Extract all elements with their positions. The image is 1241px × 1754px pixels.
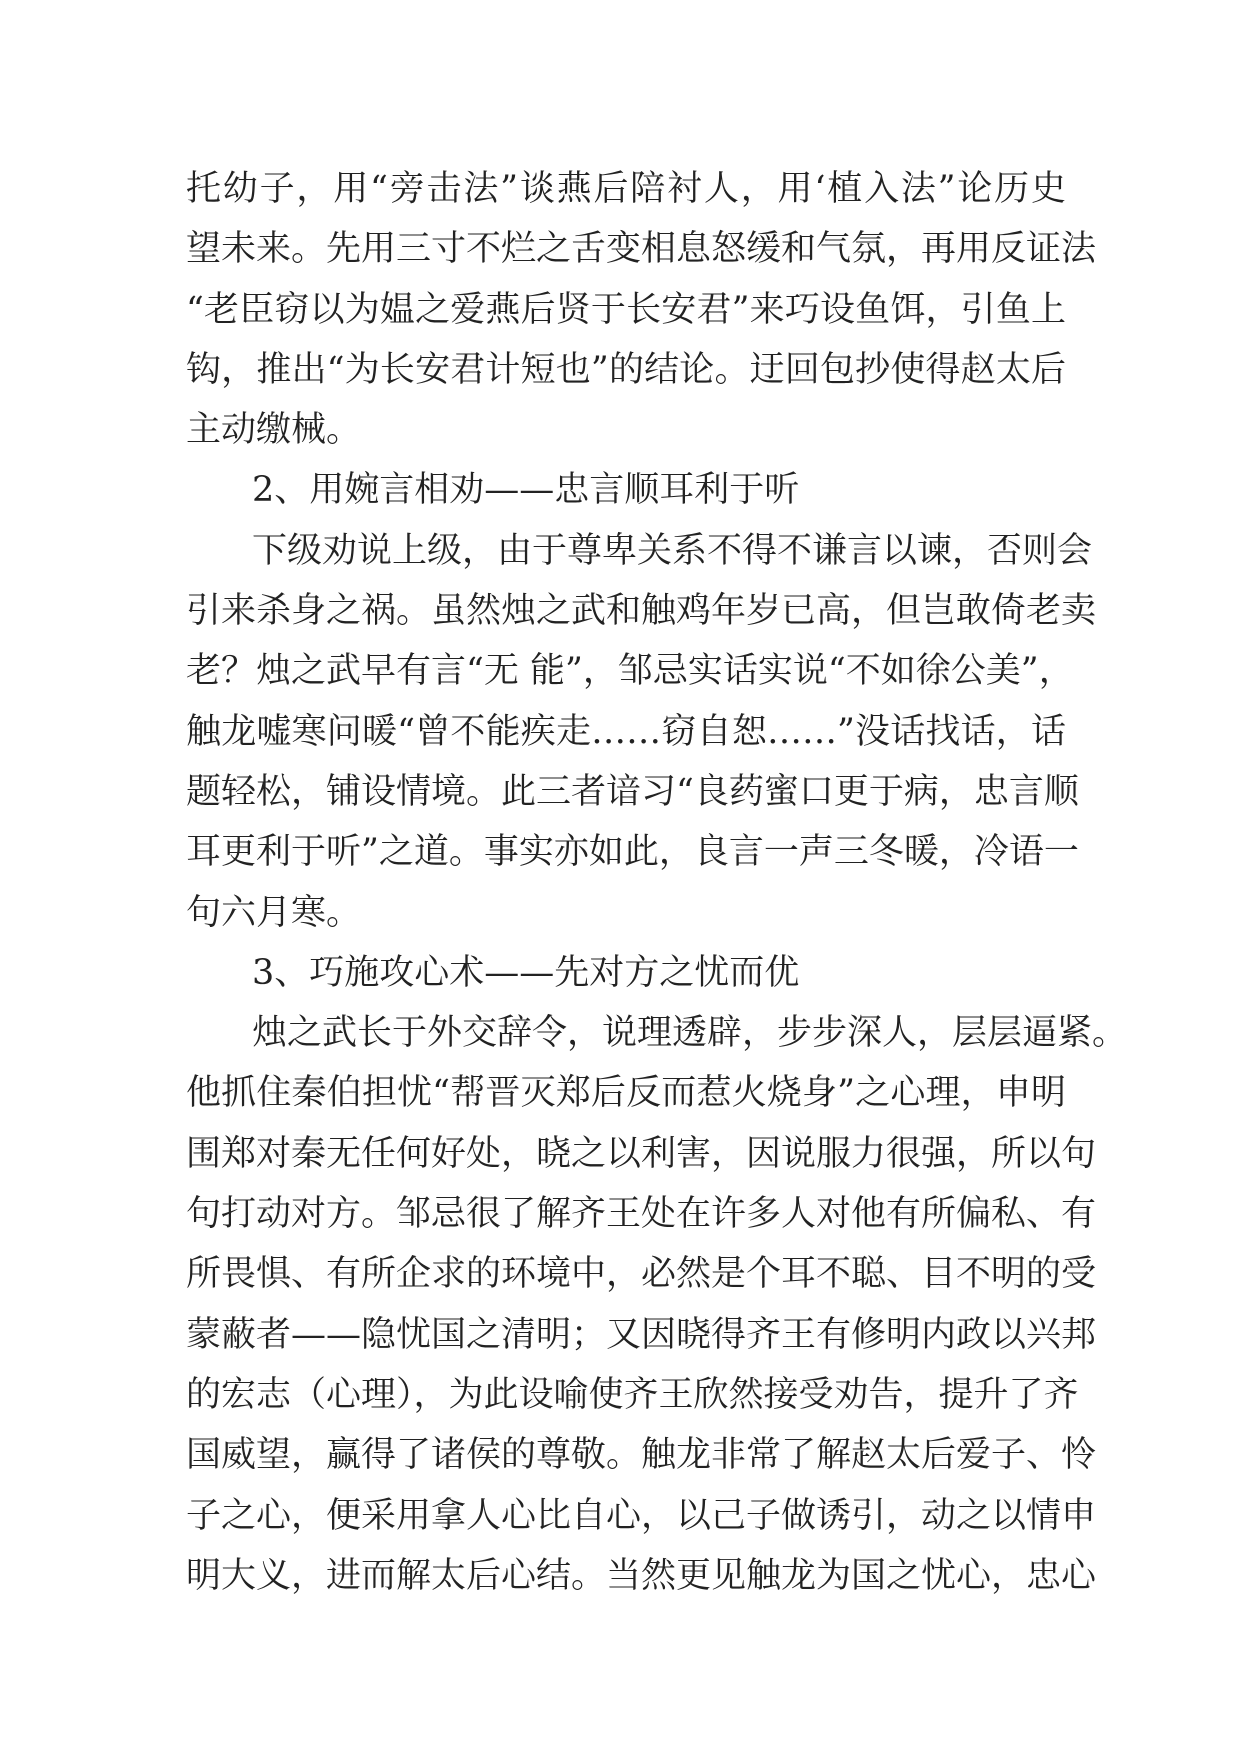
text-line: 句六月寒。	[186, 892, 362, 933]
text-line: 下级劝说上级，由于尊卑关系不得不谦言以谏，否则会	[252, 530, 1093, 571]
text-line: 钩，推出“为长安君计短也”的结论。迂回包抄使得赵太后	[186, 349, 1066, 390]
text-line: 引来杀身之祸。虽然烛之武和触鸡年岁已高，但岂敢倚老卖	[186, 591, 1097, 632]
text-line: 望未来。先用三寸不烂之舌变相息怒缓和气氛，再用反证法	[186, 229, 1097, 270]
text-line: 的宏志（心理），为此设喻使齐王欣然接受劝告，提升了齐	[186, 1374, 1079, 1415]
section-heading: 3、巧施攻心术——先对方之忧而优	[252, 952, 800, 993]
text-line: 老？烛之武早有言“无 能”，邹忌实话实说“不如徐公美”，	[186, 651, 1074, 692]
text-line: 围郑对秦无任何好处，晓之以利害，因说服力很强，所以句	[186, 1133, 1097, 1174]
text-line: 句打动对方。邹忌很了解齐王处在许多人对他有所偏私、有	[186, 1194, 1097, 1235]
text-line: 所畏惧、有所企求的环境中，必然是个耳不聪、目不明的受	[186, 1254, 1097, 1295]
text-line: 主动缴械。	[186, 410, 362, 451]
text-line: 他抓住秦伯担忧“帮晋灭郑后反而惹火烧身”之心理，申明	[186, 1073, 1066, 1114]
text-line: 蒙蔽者——隐忧国之清明；又因晓得齐王有修明内政以兴邦	[186, 1314, 1097, 1355]
text-line: 子之心，便采用拿人心比自心，以己子做诱引，动之以情申	[186, 1495, 1097, 1536]
section-heading: 2、用婉言相劝——忠言顺耳利于听	[252, 470, 800, 511]
text-line: 托幼子，用“旁击法”谈燕后陪衬人，用‘植入法”论历史	[186, 169, 1066, 209]
text-line: 耳更利于听”之道。事实亦如此，良言一声三冬暖，冷语一	[186, 832, 1079, 873]
text-line: 明大义，进而解太后心结。当然更见触龙为国之忧心，忠心	[186, 1555, 1097, 1596]
text-line: “老臣窃以为媪之爱燕后贤于长安君”来巧设鱼饵，引鱼上	[186, 289, 1066, 330]
body-text	[186, 159, 1128, 1606]
text-line: 触龙嘘寒问暖“曾不能疾走……窃自恕……”没话找话，话	[186, 711, 1066, 752]
text-line: 烛之武长于外交辞令，说理透辟，步步深人，层层逼紧。	[252, 1013, 1128, 1054]
text-line: 国威望，赢得了诸侯的尊敬。触龙非常了解赵太后爱子、怜	[186, 1435, 1097, 1476]
text-line: 题轻松，铺设情境。此三者谙习“良药蜜口更于病，忠言顺	[186, 771, 1079, 812]
